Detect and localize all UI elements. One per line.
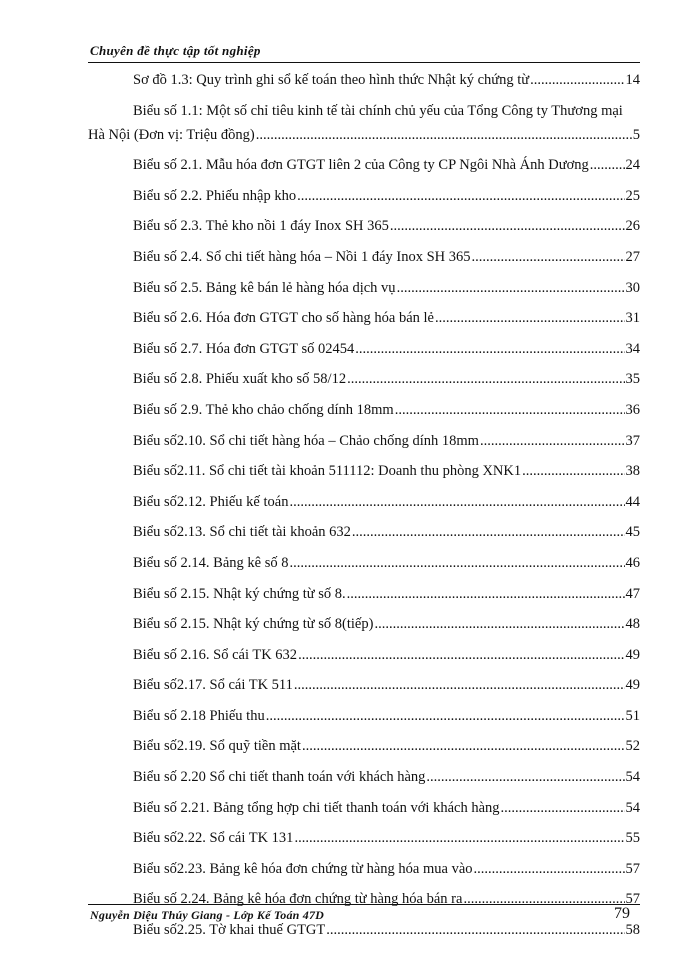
- toc-label: Biểu số 2.21. Bảng tổng hợp chi tiết thanh toán với khách hàng: [133, 799, 500, 816]
- toc-entry[interactable]: [88, 249, 640, 280]
- toc-entry[interactable]: [88, 310, 640, 341]
- toc-page: 54: [625, 769, 640, 786]
- toc-label: Biểu số 2.7. Hóa đơn GTGT số 02454: [133, 340, 355, 357]
- toc-label: Biểu số2.23. Bảng kê hóa đơn chứng từ hàng hóa mua vào: [133, 860, 473, 877]
- toc-label: Biểu số 2.18 Phiếu thu: [133, 707, 265, 724]
- dot-leader: [298, 647, 624, 663]
- dot-leader: [294, 677, 625, 693]
- toc-entry[interactable]: [88, 280, 640, 311]
- toc-entry[interactable]: [88, 341, 640, 372]
- dot-leader: [501, 800, 625, 816]
- dot-leader: [256, 127, 632, 143]
- toc-page: 37: [625, 432, 640, 449]
- toc-entry[interactable]: [88, 555, 640, 586]
- toc-label: Biểu số2.19. Sổ quỹ tiền mặt: [133, 738, 301, 755]
- toc-page: 48: [625, 616, 640, 633]
- toc-page: 55: [625, 830, 640, 847]
- toc-page: 57: [625, 860, 640, 877]
- toc-page: 5: [632, 126, 640, 143]
- toc-page: 47: [625, 585, 640, 602]
- page-number: 79: [614, 905, 630, 922]
- dot-leader: [289, 494, 624, 510]
- dot-leader: [347, 371, 624, 387]
- toc-label: Biểu số 2.9. Thẻ kho chảo chống dính 18mm: [133, 401, 394, 418]
- dot-leader: [426, 769, 624, 785]
- toc-page: 49: [625, 646, 640, 663]
- toc-entry[interactable]: [88, 402, 640, 433]
- toc-label: Sơ đồ 1.3: Quy trình ghi sổ kế toán theo hình thức Nhật ký chứng từ: [133, 72, 530, 88]
- dot-leader: [266, 708, 625, 724]
- toc-page: 52: [625, 738, 640, 755]
- dot-leader: [289, 555, 624, 571]
- toc-label: Biểu số2.10. Sổ chi tiết hàng hóa – Chảo chống dính 18mm: [133, 432, 479, 449]
- toc-page: 25: [625, 187, 640, 204]
- toc-page: 26: [625, 218, 640, 235]
- toc-page: 46: [625, 554, 640, 571]
- dot-leader: [374, 616, 624, 632]
- dot-leader: [590, 157, 625, 173]
- toc-label: Biểu số 2.6. Hóa đơn GTGT cho số hàng hóa bán lẻ: [133, 310, 434, 327]
- toc-page: 24: [625, 157, 640, 174]
- toc-label: Biểu số 2.15. Nhật ký chứng từ số 8.: [133, 585, 346, 602]
- toc-entry[interactable]: [88, 188, 640, 219]
- toc-entry[interactable]: [88, 616, 640, 647]
- toc-label: Biểu số2.22. Sổ cái TK 131: [133, 830, 294, 847]
- toc-label: Biểu số2.11. Sổ chi tiết tài khoản 511112: Doanh thu phòng XNK1: [133, 463, 522, 480]
- toc-label: Biểu số 2.20 Sổ chi tiết thanh toán với khách hàng: [133, 769, 426, 786]
- dot-leader: [352, 524, 625, 540]
- toc-entry[interactable]: [88, 524, 640, 555]
- toc-entry[interactable]: [88, 494, 640, 525]
- toc-page: 58: [625, 922, 640, 939]
- toc-page: 30: [625, 279, 640, 296]
- dot-leader: [347, 586, 625, 602]
- toc-label: Biểu số2.25. Tờ khai thuế GTGT: [133, 922, 326, 939]
- toc-entry[interactable]: [88, 103, 640, 158]
- toc-page: 57: [625, 891, 640, 908]
- toc-label: Biểu số2.13. Sổ chi tiết tài khoản 632: [133, 524, 351, 541]
- toc-entry[interactable]: [88, 72, 640, 103]
- toc-page: 35: [625, 371, 640, 388]
- toc-entry[interactable]: [88, 677, 640, 708]
- dot-leader: [480, 433, 625, 449]
- toc-label-line1: Biểu số 1.1: Một số chỉ tiêu kinh tế tài chính chủ yếu của Tổng Công ty Thương mại: [133, 102, 623, 119]
- dot-leader: [390, 218, 625, 234]
- toc-label: Biểu số 2.3. Thẻ kho nồi 1 đáy Inox SH 365: [133, 218, 389, 235]
- toc-page: 14: [625, 72, 640, 88]
- dot-leader: [522, 463, 624, 479]
- toc-label: Biểu số 2.1. Mẫu hóa đơn GTGT liên 2 của Công ty CP Ngôi Nhà Ánh Dương: [133, 157, 589, 174]
- toc-entry[interactable]: [88, 861, 640, 892]
- toc-entry[interactable]: [88, 586, 640, 617]
- toc-label: Hà Nội (Đơn vị: Triệu đồng): [88, 126, 255, 143]
- toc-label: Biểu số 2.15. Nhật ký chứng từ số 8(tiếp): [133, 616, 374, 633]
- toc-label: Biểu số 2.2. Phiếu nhập kho: [133, 187, 297, 204]
- toc-entry[interactable]: [88, 433, 640, 464]
- toc-entry[interactable]: [88, 218, 640, 249]
- toc-entry[interactable]: [88, 647, 640, 678]
- toc-label: Biểu số 2.8. Phiếu xuất kho số 58/12: [133, 371, 347, 388]
- toc-entry[interactable]: [88, 371, 640, 402]
- toc-page: 49: [625, 677, 640, 694]
- page-footer: [88, 904, 640, 927]
- toc-label: Biểu số2.12. Phiếu kế toán: [133, 493, 289, 510]
- toc-entry[interactable]: [88, 157, 640, 188]
- toc-label: Biểu số 2.14. Bảng kê số 8: [133, 554, 289, 571]
- toc-page: 34: [625, 340, 640, 357]
- toc-entry[interactable]: [88, 769, 640, 800]
- dot-leader: [474, 861, 625, 877]
- toc-label: Biểu số 2.4. Sổ chi tiết hàng hóa – Nồi 1 đáy Inox SH 365: [133, 248, 471, 265]
- toc-entry[interactable]: [88, 463, 640, 494]
- toc-page: 44: [625, 493, 640, 510]
- toc-page: 38: [625, 463, 640, 480]
- dot-leader: [395, 402, 625, 418]
- dot-leader: [435, 310, 625, 326]
- dot-leader: [472, 249, 625, 265]
- toc-label: Biểu số 2.5. Bảng kê bán lẻ hàng hóa dịch vụ: [133, 279, 396, 296]
- toc-entry[interactable]: [88, 738, 640, 769]
- dot-leader: [355, 341, 624, 357]
- table-of-contents: [88, 72, 640, 953]
- toc-label: Biểu số 2.24. Bảng kê hóa đơn chứng từ hàng hóa bán ra: [133, 891, 463, 908]
- toc-page: 54: [625, 799, 640, 816]
- dot-leader: [302, 738, 625, 754]
- toc-entry[interactable]: [88, 708, 640, 739]
- toc-entry[interactable]: [88, 800, 640, 831]
- dot-leader: [297, 188, 624, 204]
- toc-page: 51: [625, 707, 640, 724]
- dot-leader: [397, 280, 625, 296]
- toc-page: 31: [625, 310, 640, 327]
- toc-label: Biểu số 2.16. Sổ cái TK 632: [133, 646, 298, 663]
- toc-page: 27: [625, 248, 640, 265]
- toc-page: 36: [625, 401, 640, 418]
- header-title: Chuyên đề thực tập tốt nghiệp: [90, 43, 261, 58]
- dot-leader: [294, 830, 624, 846]
- footer-author: Nguyễn Diệu Thúy Giang - Lớp Kế Toán 47D: [90, 908, 325, 922]
- toc-page: 45: [625, 524, 640, 541]
- toc-entry[interactable]: [88, 830, 640, 861]
- dot-leader: [530, 72, 624, 88]
- toc-label: Biểu số2.17. Sổ cái TK 511: [133, 677, 293, 694]
- page-header: [88, 42, 640, 63]
